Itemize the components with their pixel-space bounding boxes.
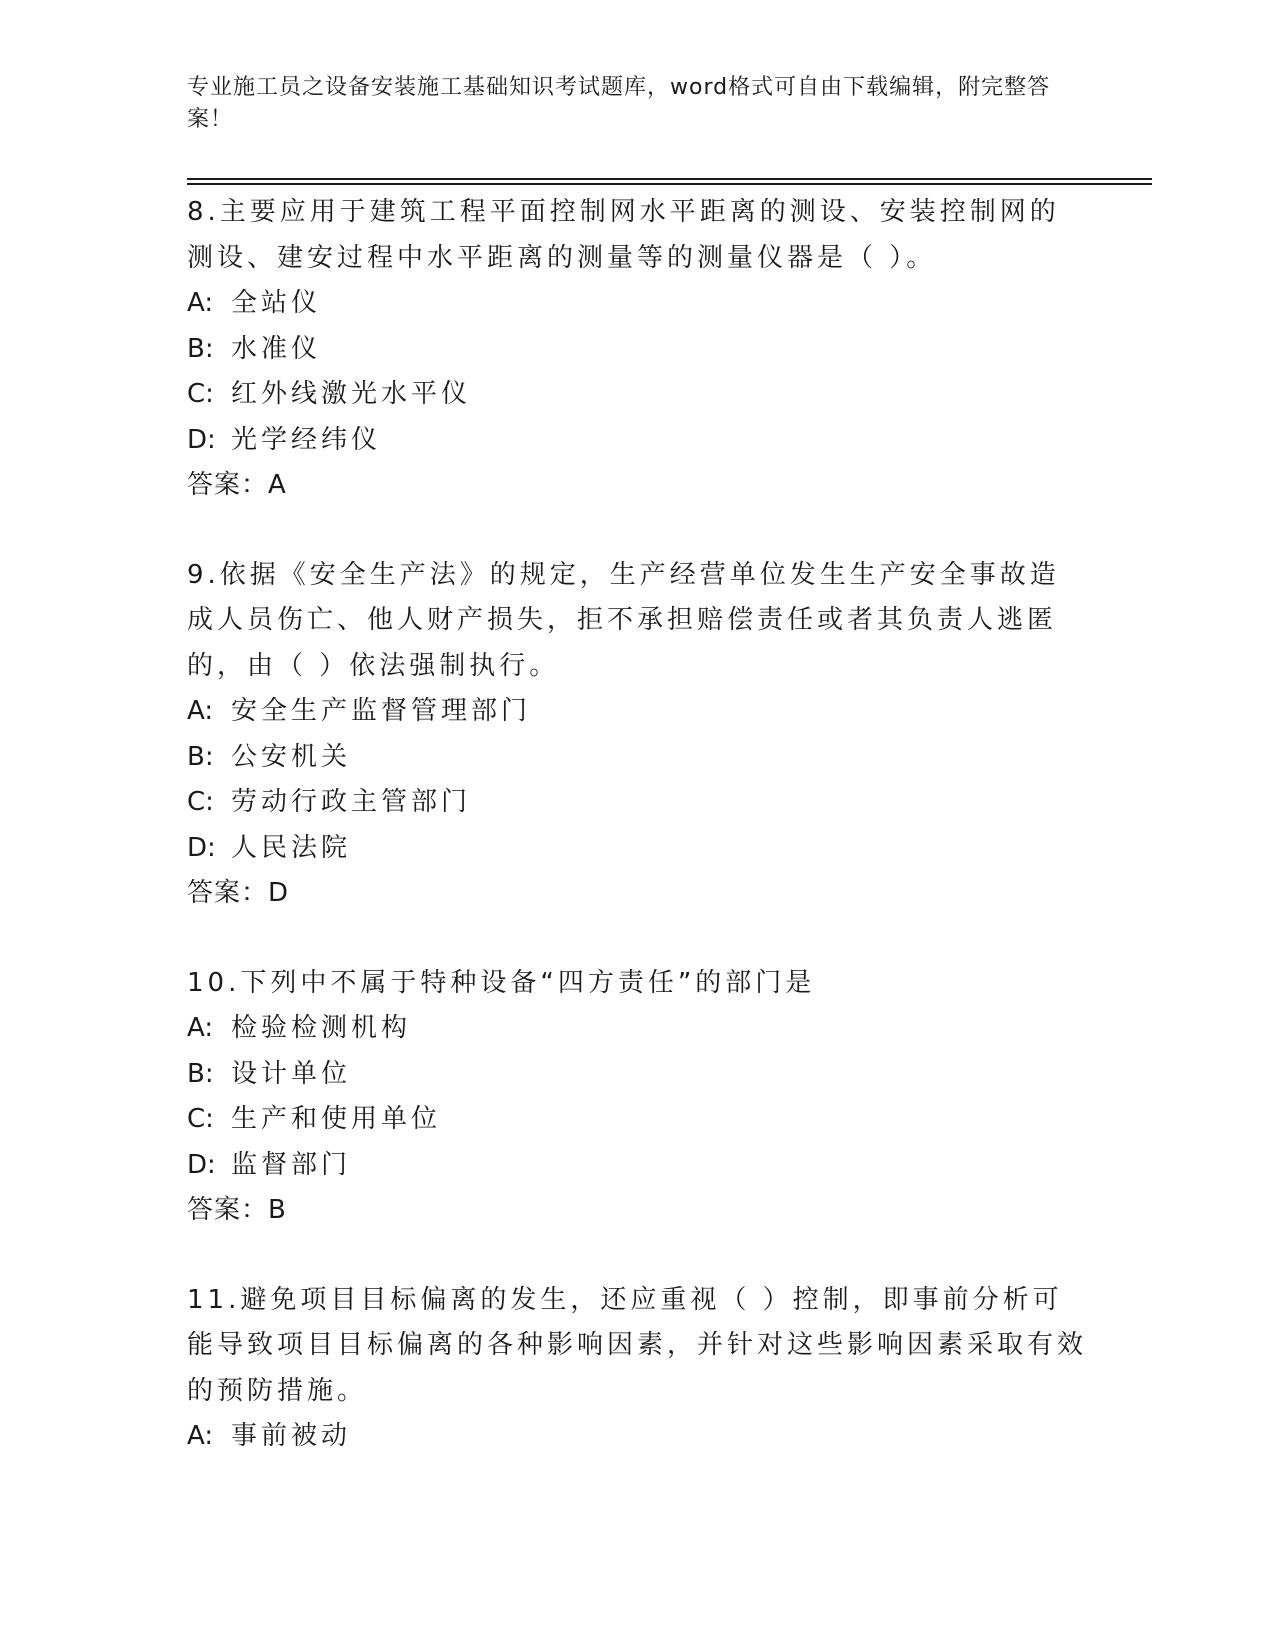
answer-option [187, 281, 1087, 327]
question-block [187, 961, 1087, 1234]
option-text: 生产和使用单位 [231, 1104, 442, 1134]
option-label: A: [187, 1013, 214, 1043]
option-text: 人民法院 [231, 832, 352, 863]
answer-option [187, 1006, 1087, 1052]
option-label: C: [187, 787, 214, 817]
document-header: 专业施工员之设备安装施工基础知识考试题库，word格式可自由下载编辑，附完整答案！ [187, 75, 1051, 132]
option-text: 水准仪 [231, 333, 322, 364]
option-text: 劳动行政主管部门 [231, 787, 472, 817]
answer-option [187, 735, 1087, 781]
option-label: B: [187, 1058, 214, 1089]
option-label: B: [187, 333, 214, 364]
question-stem: 11.避免项目目标偏离的发生，还应重视（ ）控制，即事前分析可能导致项目目标偏离的各种影响因素，并针对这些影响因素采取有效的预防措施。 [187, 1284, 1088, 1406]
answer-option [187, 372, 1087, 418]
question-answer: 答案：D [187, 878, 290, 908]
answer-option [187, 1052, 1087, 1098]
question-stem: 9.依据《安全生产法》的规定，生产经营单位发生生产安全事故造成人员伤亡、他人财产损失，拒不承担赔偿责任或者其负责人逃匿的，由（ ）依法强制执行。 [187, 559, 1060, 681]
option-text: 安全生产监督管理部门 [231, 696, 532, 726]
header-divider-bottom [187, 183, 1152, 185]
question-block [187, 1278, 1087, 1460]
question-list [187, 190, 1087, 1504]
option-text: 设计单位 [231, 1058, 352, 1089]
option-label: A: [187, 288, 214, 318]
option-text: 检验检测机构 [231, 1013, 412, 1043]
answer-option [187, 327, 1087, 373]
answer-option [187, 418, 1087, 464]
question-stem: 8.主要应用于建筑工程平面控制网水平距离的测设、安装控制网的测设、建安过程中水平距离的测量等的测量仪器是（ ）。 [187, 197, 1060, 273]
header-divider-top [187, 178, 1152, 180]
question-answer: 答案：A [187, 470, 287, 500]
option-label: D: [187, 1149, 216, 1180]
answer-option [187, 780, 1087, 826]
question-block [187, 190, 1087, 509]
option-text: 光学经纬仪 [231, 424, 382, 455]
option-label: D: [187, 424, 216, 455]
question-answer: 答案：B [187, 1195, 287, 1225]
option-label: A: [187, 696, 214, 726]
option-label: C: [187, 1104, 214, 1134]
question-stem: 10.下列中不属于特种设备“四方责任”的部门是 [187, 967, 816, 998]
option-text: 公安机关 [231, 741, 352, 772]
answer-option [187, 1143, 1087, 1189]
option-text: 事前被动 [231, 1421, 352, 1451]
option-label: A: [187, 1421, 214, 1451]
option-label: C: [187, 379, 214, 409]
option-text: 监督部门 [231, 1149, 352, 1180]
answer-option [187, 826, 1087, 872]
answer-option [187, 1097, 1087, 1143]
option-label: D: [187, 832, 216, 863]
answer-option [187, 1414, 1087, 1460]
question-block [187, 553, 1087, 917]
option-text: 全站仪 [231, 288, 322, 318]
option-label: B: [187, 741, 214, 772]
answer-option [187, 689, 1087, 735]
option-text: 红外线激光水平仪 [231, 379, 472, 409]
